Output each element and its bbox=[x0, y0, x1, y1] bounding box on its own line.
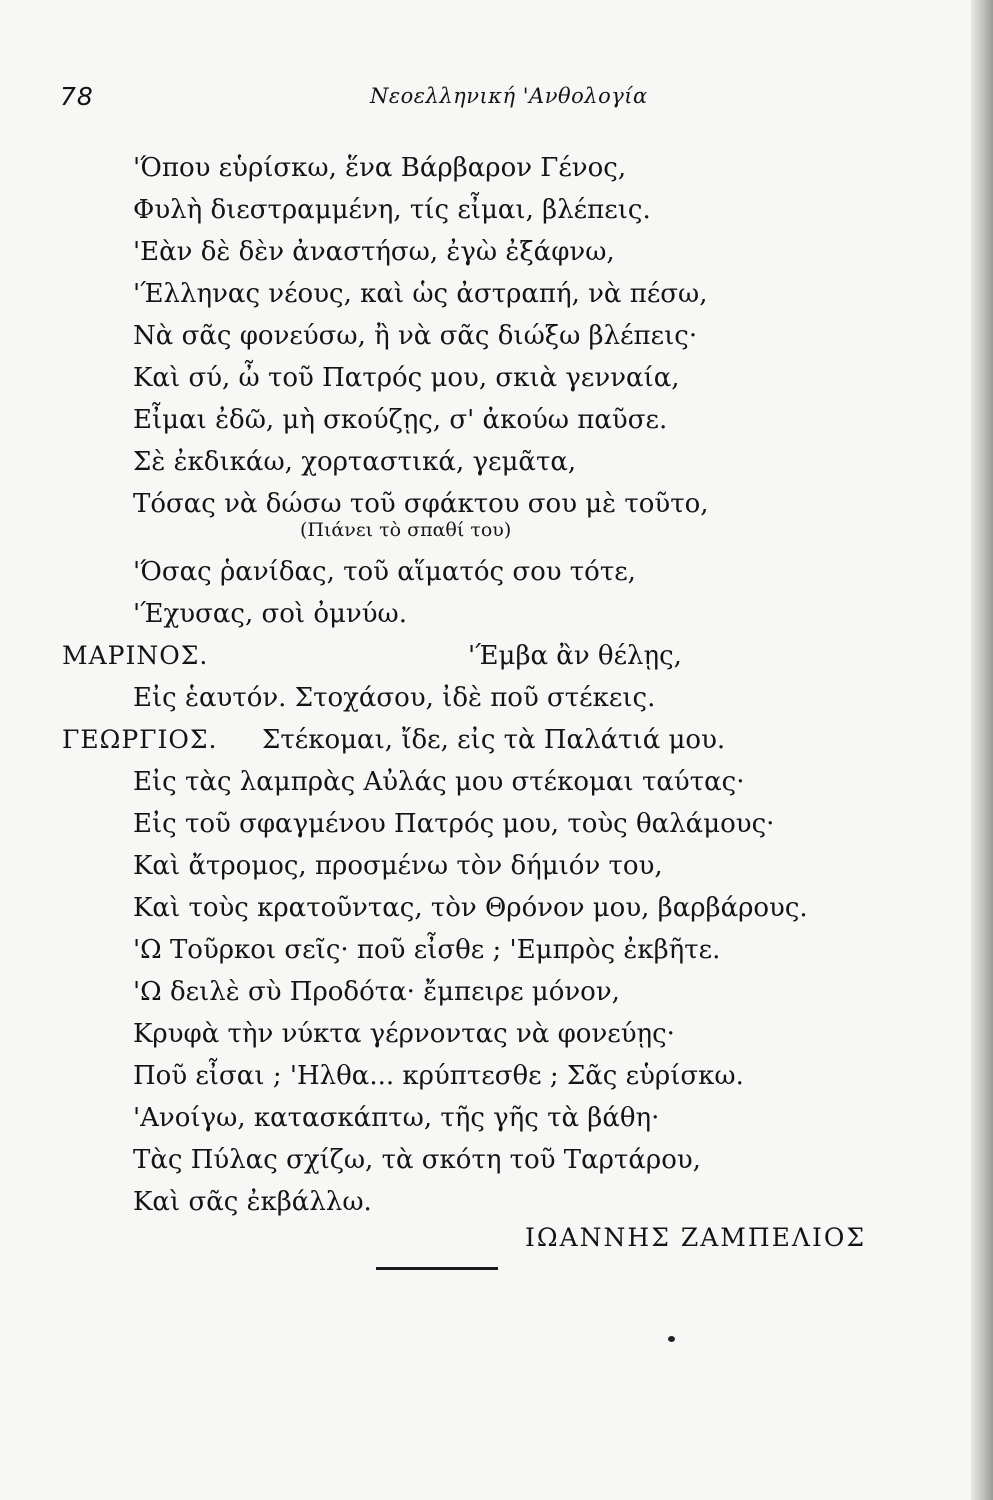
verse-line: 'Έλληνας νέους, καὶ ὡς ἀστραπή, νὰ πέσω, bbox=[133, 279, 708, 309]
end-rule bbox=[376, 1267, 498, 1270]
speaker-georgios: ΓΕΩΡΓΙΟΣ. bbox=[62, 725, 218, 754]
verse-line: 'Όπου εὑρίσκω, ἕνα Βάρβαρον Γένος, bbox=[133, 153, 627, 183]
verse-line: Νὰ σᾶς φονεύσω, ἢ νὰ σᾶς διώξω βλέπεις· bbox=[133, 321, 698, 351]
verse-line: Εἶμαι ἐδῶ, μὴ σκούζῃς, σ' ἀκούω παῦσε. bbox=[133, 405, 668, 435]
verse-line: 'Εὰν δὲ δὲν ἀναστήσω, ἐγὼ ἐξάφνω, bbox=[133, 237, 615, 267]
page-edge-shadow bbox=[971, 0, 993, 1500]
verse-line: Στέκομαι, ἴδε, εἰς τὰ Παλάτιά μου. bbox=[262, 725, 726, 755]
verse-line: Καὶ τοὺς κρατοῦντας, τὸν Θρόνον μου, βαρβάρους. bbox=[133, 893, 808, 923]
verse-line: 'Έχυσας, σοὶ ὀμνύω. bbox=[133, 599, 407, 629]
stage-direction: (Πιάνει τὸ σπαθί του) bbox=[300, 519, 512, 541]
verse-line: 'Έμβα ἂν θέλῃς, bbox=[468, 641, 682, 671]
verse-line: 'Όσας ῥανίδας, τοῦ αἵματός σου τότε, bbox=[133, 557, 636, 587]
author-signature: ΙΩΑΝΝΗΣ ΖΑΜΠΕΛΙΟΣ bbox=[525, 1223, 867, 1252]
verse-line: Εἰς τοῦ σφαγμένου Πατρός μου, τοὺς θαλάμους· bbox=[133, 809, 775, 839]
verse-line: Εἰς τὰς λαμπρὰς Αὐλάς μου στέκομαι ταύτας· bbox=[133, 767, 745, 797]
verse-line: Καὶ σᾶς ἐκβάλλω. bbox=[133, 1187, 372, 1217]
verse-line: Σὲ ἐκδικάω, χορταστικά, γεμᾶτα, bbox=[133, 447, 577, 477]
verse-line: Ποῦ εἶσαι ; 'Ηλθα... κρύπτεσθε ; Σᾶς εὑρίσκω. bbox=[133, 1061, 744, 1091]
verse-line: Καὶ σύ, ὦ τοῦ Πατρός μου, σκιὰ γενναία, bbox=[133, 363, 680, 393]
page-number: 78 bbox=[60, 82, 94, 111]
verse-line: 'Ω Τοῦρκοι σεῖς· ποῦ εἶσθε ; 'Εμπρὸς ἐκβῆτε. bbox=[133, 935, 721, 965]
verse-line: Τὰς Πύλας σχίζω, τὰ σκότη τοῦ Ταρτάρου, bbox=[133, 1145, 701, 1175]
speaker-marinos: ΜΑΡΙΝΟΣ. bbox=[62, 641, 209, 670]
verse-line: Φυλὴ διεστραμμένη, τίς εἶμαι, βλέπεις. bbox=[133, 195, 651, 225]
verse-line: Καὶ ἄτρομος, προσμένω τὸν δήμιόν του, bbox=[133, 851, 663, 881]
page-header bbox=[0, 82, 993, 122]
running-title: Νεοελληνική 'Ανθολογία bbox=[370, 84, 648, 108]
verse-line: Εἰς ἑαυτόν. Στοχάσου, ἰδὲ ποῦ στέκεις. bbox=[133, 683, 656, 713]
ink-speck bbox=[668, 1336, 675, 1342]
verse-line: Κρυφὰ τὴν νύκτα γέρνοντας νὰ φονεύῃς· bbox=[133, 1019, 675, 1049]
verse-line: 'Ω δειλὲ σὺ Προδότα· ἔμπειρε μόνον, bbox=[133, 977, 620, 1007]
verse-line: 'Ανοίγω, κατασκάπτω, τῆς γῆς τὰ βάθη· bbox=[133, 1103, 660, 1133]
verse-line: Τόσας νὰ δώσω τοῦ σφάκτου σου μὲ τοῦτο, bbox=[133, 489, 709, 519]
